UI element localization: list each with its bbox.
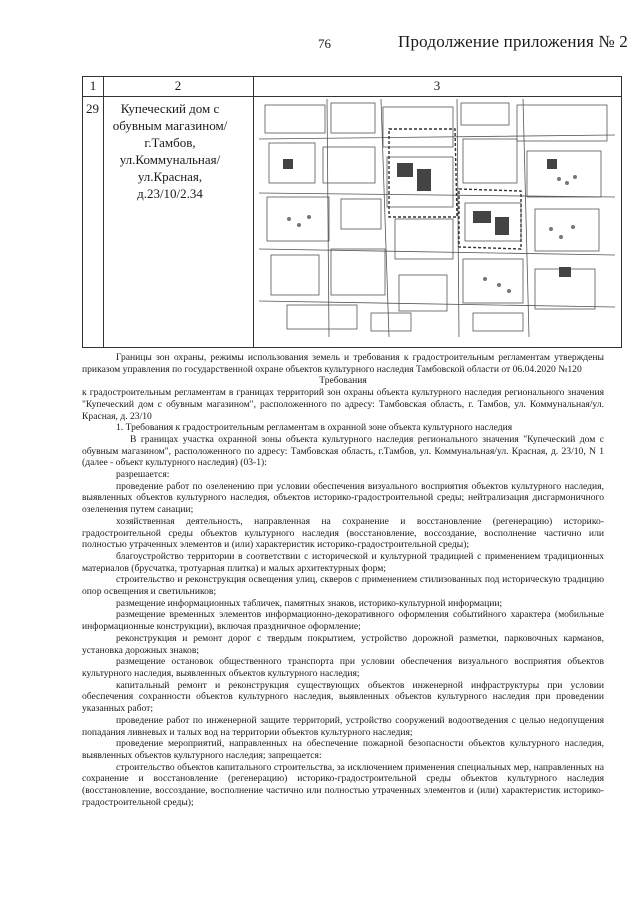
requirements-subtitle: к градостроительным регламентам в границах территорий зон охраны объекта культурного наследия регионального значения "Купеческий дом с обувным магазином", расположенного по адресу: Тамбовская область, г. Тамбов, ул. Коммунальная/ул. Красная, д. 23/10 xyxy=(82,387,604,422)
list-item: капитальный ремонт и реконструкция существующих объектов инженерной инфраструктуры при условии обеспечения сохранности объектов культурного наследия, выявленных объектов культурного наследия при проведении указанных работ; xyxy=(82,679,604,715)
list-item: проведение работ по озеленению при условии обеспечения визуального восприятия объектов культурного наследия, выявленных объектов культурного наследия, объектов историко-градостроительной среды; нейтрализация дисгармоничного озеленения путем санации; xyxy=(82,480,604,516)
list-item: строительство объектов капитального строительства, за исключением применения специальных мер, направленных на сохранение и восстановление (регенерацию) историко-градостроительной среды объектов культурного наследия (восстановление, воссоздание, восполнение частично или полностью утраченных элементов и (или) характеристик историко-градостроительной среды); xyxy=(82,761,604,808)
object-name xyxy=(105,100,235,202)
object-table xyxy=(82,76,622,348)
object-name-line: д.23/10/2.34 xyxy=(137,186,203,201)
col-header-2: 2 xyxy=(174,78,182,93)
intro-paragraph: Границы зон охраны, режимы использования земель и требования к градостроительным регламентам утверждены приказом управления по государственной охране объектов культурного наследия Тамбовской области от 06.04.2020 №120 xyxy=(82,352,604,375)
list-item: размещение остановок общественного транспорта при условии обеспечения визуального восприятия объектов культурного наследия, выявленных объектов культурного наследия; xyxy=(82,656,604,679)
allowed-label: разрешается: xyxy=(116,469,170,481)
list-item: проведение работ по инженерной защите территорий, устройство сооружений водоотведения с целью недопущения попадания ливневых и талых вод на территории объектов культурного наследия; xyxy=(82,714,604,738)
section-heading: 1. Требования к градостроительным регламентам в охранной зоне объекта культурного наследия xyxy=(116,422,513,434)
requirements-title: Требования xyxy=(319,375,367,387)
object-name-line: обувным магазином/ xyxy=(112,118,228,133)
page-number: 76 xyxy=(318,36,331,51)
requirements-text xyxy=(82,352,604,808)
list-item: проведение мероприятий, направленных на обеспечение пожарной безопасности объектов культурного наследия, выявленных объектов культурного наследия; запрещается: xyxy=(82,738,604,761)
object-name-line: Купеческий дом с xyxy=(120,101,220,116)
list-item: строительство и реконструкция освещения улиц, скверов с применением стилизованных под историческую традицию опор освещения и светильников; xyxy=(82,574,604,598)
object-name-line: ул.Коммунальная/ xyxy=(119,152,221,167)
col-header-3: 3 xyxy=(433,78,441,93)
row-number: 29 xyxy=(86,101,99,116)
list-item: хозяйственная деятельность, направленная на сохранение и восстановление (регенерацию) историко-градостроительной среды объектов культурного наследия (восстановление, воссоздание, восполнение частично или полностью утраченных элементов и (или) характеристик историко-градостроительной среды); xyxy=(82,515,604,551)
borders-paragraph: В границах участка охранной зоны объекта культурного наследия регионального значения "Купеческий дом с обувным магазином", расположенного по адресу: Тамбовская область, г.Тамбов, ул. Коммунальная/ул. Красная, д. 23/10, N 1 (далее - объект культурного наследия) (03-1): xyxy=(82,433,604,469)
col-header-1: 1 xyxy=(89,78,97,93)
object-name-line: ул.Красная, xyxy=(137,169,203,184)
list-item: реконструкция и ремонт дорог с твердым покрытием, устройство дорожной разметки, парковочных карманов, установка дорожных знаков; xyxy=(82,632,604,656)
list-item: размещение временных элементов информационно-декоративного оформления событийного характера (мобильные информационные конструкции), включая праздничное оформление; xyxy=(82,609,604,633)
object-name-line: г.Тамбов, xyxy=(144,135,196,150)
continuation-title: Продолжение приложения № 2 xyxy=(398,32,629,51)
list-item: благоустройство территории в соответствии с исторической и культурной традицией с применением традиционных материалов (брусчатка, тротуарная плитка) и малых архитектурных форм; xyxy=(82,550,604,574)
zone-map xyxy=(259,99,615,337)
list-item: размещение информационных табличек, памятных знаков, историко-культурной информации; xyxy=(116,597,503,609)
